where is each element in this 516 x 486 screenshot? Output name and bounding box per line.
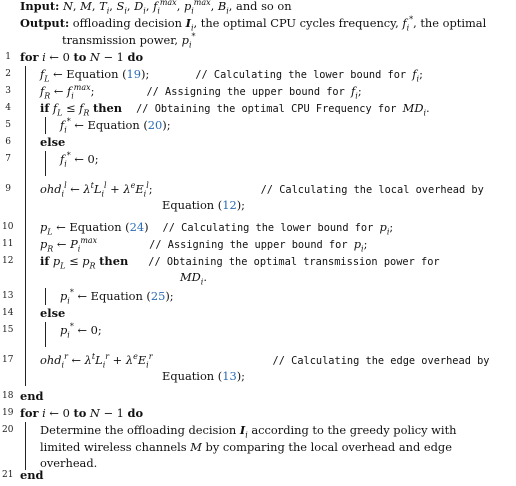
line-number: 3 [5, 86, 11, 96]
algorithm-line-output-2 [0, 32, 516, 51]
algorithm-line-l17 [0, 352, 516, 371]
algorithm-line-l1 [0, 52, 516, 68]
line-number: 12 [2, 256, 14, 266]
line-text: Determine the offloading decision $I_i$ according to the greedy policy with [40, 423, 457, 440]
algorithm-line-l9b [0, 200, 516, 216]
algorithm-line-l15 [0, 322, 516, 341]
algorithm-line-l12 [0, 256, 516, 272]
line-number: 13 [2, 291, 14, 301]
algorithm-line-l12b [0, 272, 516, 288]
line-text: for i ← 0 to N − 1 do [20, 406, 144, 420]
line-number: 21 [2, 470, 14, 480]
algorithm-line-l3 [0, 83, 516, 102]
line-text: $p_i^*$ ← Equation (25); [60, 288, 174, 306]
line-text: $p_L$ ← Equation (24) // Calculating the lower bound for $p_i$; [40, 220, 394, 237]
line-number: 11 [2, 239, 14, 249]
algorithm-line-l21 [0, 470, 516, 486]
algorithm-line-l19 [0, 408, 516, 424]
line-text: ohd$_i^l$ ← $\lambda^tL_i^l + \lambda^eE_i^l$; // Calculating the local overhead by [40, 181, 484, 199]
line-number: 1 [5, 52, 11, 62]
algorithm-line-l5 [0, 117, 516, 136]
line-text: for i ← 0 to N − 1 do [20, 50, 144, 64]
line-text: $f_R$ ← $f_i^{max}$; // Assigning the upper bound for $f_i$; [40, 83, 362, 101]
line-number: 20 [2, 425, 14, 435]
algorithm-line-l20 [0, 425, 516, 441]
line-number: 7 [5, 154, 11, 164]
line-text: if $p_L \le p_R$ then // Obtaining the optimal transmission power for [40, 254, 440, 271]
line-text: $p_R$ ← $P_i^{max}$ // Assigning the upper bound for $p_i$; [40, 236, 368, 254]
line-text: if $f_L \le f_R$ then // Obtaining the optimal CPU Frequency for $MD_i$. [40, 101, 430, 118]
algorithm-line-l6 [0, 137, 516, 153]
line-text: $f_L$ ← Equation (19); // Calculating the lower bound for $f_i$; [40, 67, 423, 84]
algorithm-line-l10 [0, 222, 516, 238]
line-text: else [40, 135, 66, 149]
line-number: 5 [5, 120, 11, 130]
line-text: $f_i^*$ ← Equation (20); [60, 117, 171, 135]
line-number: 2 [5, 69, 11, 79]
algorithm-line-l13 [0, 288, 516, 307]
algorithm-line-l11 [0, 236, 516, 255]
line-number: 15 [2, 325, 14, 335]
algorithm-line-l18 [0, 391, 516, 407]
line-text: else [40, 306, 66, 320]
algorithm-line-l17b [0, 371, 516, 387]
algorithm-line-l7 [0, 151, 516, 170]
line-text: Equation (12); [162, 198, 246, 212]
line-number: 4 [5, 103, 11, 113]
line-text: end [20, 468, 44, 482]
line-number: 9 [5, 184, 11, 194]
algorithm-line-l4 [0, 103, 516, 119]
line-text: limited wireless channels M by comparing the local overhead and edge [40, 440, 452, 454]
algorithm-line-l14 [0, 308, 516, 324]
line-text: $MD_i$. [180, 270, 207, 287]
line-text: transmission power, $p_i^*$ [62, 32, 196, 50]
line-number: 19 [2, 408, 14, 418]
line-number: 18 [2, 391, 14, 401]
line-text: end [20, 389, 44, 403]
line-text: ohd$_i^r$ ← $\lambda^tL_i^r + \lambda^eE_i^r$ // Calculating the edge overhead by [40, 352, 490, 370]
line-number: 10 [2, 222, 14, 232]
line-text: Input: N, M, $T_i$, $S_i$, $D_i$, $f_i^{max}$, $p_i^{max}$, $B_i$, and so on [20, 0, 292, 16]
algorithm-line-input [0, 1, 516, 17]
line-text: Output: offloading decision $I_i$, the optimal CPU cycles frequency, $f_i^*$, the optimal [20, 15, 487, 33]
line-number: 14 [2, 308, 14, 318]
line-text: $f_i^*$ ← 0; [60, 151, 99, 169]
line-text: $p_i^*$ ← 0; [60, 322, 102, 340]
line-number: 17 [2, 355, 14, 365]
line-text: Equation (13); [162, 369, 246, 383]
algorithm-line-l9 [0, 181, 516, 200]
line-text: overhead. [40, 456, 98, 470]
line-number: 6 [5, 137, 11, 147]
algorithm-line-output-1 [0, 15, 516, 34]
